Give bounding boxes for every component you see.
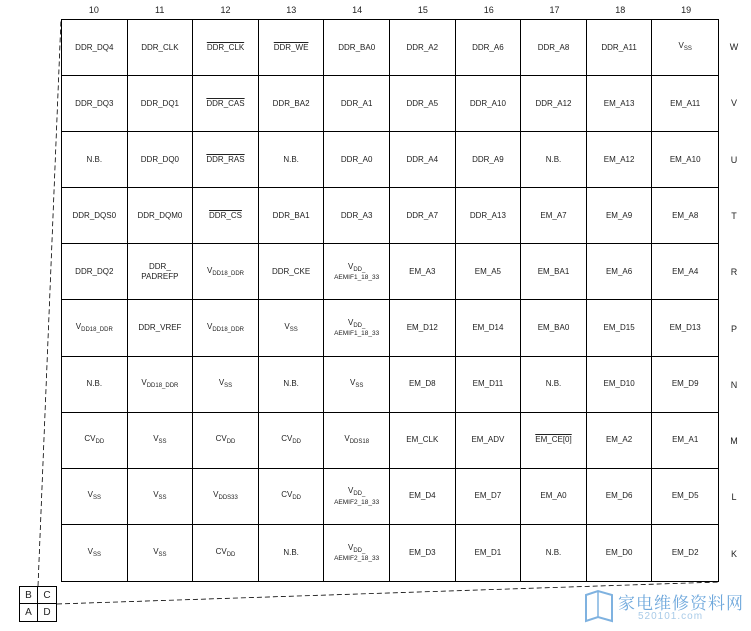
pin-name-text: DDR_VREF [138,323,182,333]
row-label: W [729,42,739,52]
quadrant-key [19,586,57,622]
pin-name-text: V [344,433,350,443]
pin-name-text: DDR_DQS0 [72,210,117,220]
pin-name-text: EM_D9 [671,379,699,389]
pin-name-text: EM_A3 [409,266,436,276]
pin-name-text: EM_D7 [474,491,502,501]
pin-name-text: V [153,546,159,556]
pin-name-text: EM_D13 [669,323,701,333]
pin-name-line2: PADREFP [141,271,179,281]
pin-name-text: DDR_DQ2 [75,266,114,276]
pin-name-text: EM_A2 [605,435,633,445]
pin-name-subscript: SS [289,326,298,333]
pin-name-subscript: SS [158,551,167,558]
column-number: 18 [615,5,626,15]
pin-name-text: EM_D0 [605,547,633,557]
pin-name-text: EM_D15 [603,323,635,333]
pin-name-subscript: DD [95,438,105,445]
pin-name-text: V [348,261,354,271]
pin-name-text: EM_A12 [603,154,635,164]
pin-name-text: V [348,317,354,327]
pin-name-text: V [348,542,354,552]
pin-name-subscript: SS [158,495,167,502]
pin-name-text: DDR_A12 [535,98,572,108]
row-label: N [730,379,738,390]
pin-name-text: CV [215,433,227,443]
pin-name-text: DDR_CKE [271,266,311,276]
pin-name-text: EM_A7 [540,210,567,220]
pin-name-text: EM_D14 [472,323,504,333]
pin-name-text: DDR_A1 [340,98,373,108]
row-label: M [730,436,738,447]
pin-name-text: V [348,486,354,496]
pin-name-text: EM_ADV [471,435,505,445]
pin-name-text: V [678,41,684,51]
pin-name-text: EM_D6 [605,491,633,501]
pin-name-text: EM_BA0 [537,323,570,333]
pin-name-text: EM_A10 [669,154,701,164]
pin-name-text: DDR_CS [209,210,242,220]
pin-name-text: V [153,490,159,500]
book-logo-icon [582,585,618,625]
pin-name-text: EM_A4 [672,266,699,276]
pin-name-text: CV [215,546,227,556]
pin-name-text: N.B. [283,547,299,557]
row-label: K [730,548,737,559]
row-label: P [730,323,737,334]
pin-name-text: EM_A6 [605,266,633,276]
pin-name-text: CV [84,433,96,443]
pin-name-text: N.B. [545,154,562,164]
pin-name-text: N.B. [86,379,103,389]
pin-name-text: DDR_DQ1 [140,98,179,108]
pin-name-text: DDR_DQM0 [137,210,183,220]
column-number: 13 [286,5,297,15]
pin-name-subscript: DD_ [353,491,366,498]
pin-name-text: DDR_A0 [340,154,373,164]
pin-name-text: EM_D1 [474,547,502,557]
column-number: 11 [155,5,165,15]
pin-name-text: EM_D2 [671,547,699,557]
pin-name-text: DDR_A7 [406,210,439,220]
pin-name-text: DDR_BA0 [338,42,376,52]
watermark-url: 520101.com [638,611,704,622]
pin-name-text: N.B. [545,379,562,389]
pin-name-text: V [218,377,225,387]
pin-name-text: DDR_BA2 [272,98,310,108]
row-label: V [730,98,737,109]
column-number: 15 [417,5,428,15]
pin-name-subscript: DD_ [353,322,366,329]
column-number: 19 [681,5,692,15]
row-label: U [730,154,738,165]
pin-name-text: V [213,490,219,500]
pin-name-subscript: SS [92,551,101,558]
pin-name-text: EM_D3 [408,547,436,557]
column-number: 17 [549,5,560,15]
pin-name-line2: AEMIF2_18_33 [334,498,380,506]
pin-name-text: N.B. [283,154,299,164]
pin-name-text: DDR_CLK [141,42,179,52]
pin-name-text: EM_D5 [671,491,699,501]
pin-name-text: DDR_A9 [472,154,504,164]
pin-name-line2: AEMIF1_18_33 [334,274,380,282]
pin-name-text: EM_D4 [408,491,436,501]
pin-name-text: DDR_DQ3 [75,98,114,108]
pin-name-text: DDR_A10 [469,98,506,108]
pin-name-text: DDR_DQ0 [140,154,179,164]
column-number: 16 [483,5,494,15]
pin-name-subscript: DD18_DDR [212,270,244,277]
pin-name-subscript: SS [355,382,364,389]
pin-name-text: EM_A0 [540,491,567,501]
pin-name-subscript: SS [92,495,101,502]
pin-name-subscript: DDS33 [218,495,238,502]
column-number: 14 [352,5,363,15]
watermark-text: 家电维修资料网 [618,594,744,614]
pin-name-text: EM_CLK [406,435,439,445]
pin-name-text: DDR_A8 [537,42,570,52]
pin-name-text: DDR_A3 [340,210,373,220]
pin-name-text: EM_A8 [672,210,699,220]
pin-name-text: V [75,321,82,331]
pin-name-text: CV [281,490,293,500]
pin-name-subscript: SS [224,382,233,389]
pin-name-subscript: SS [158,438,167,445]
pin-name-text: V [206,265,213,275]
key-cell: A [20,604,38,621]
key-cell: C [38,587,56,604]
pin-name-text: EM_CE[0] [535,435,572,445]
key-cell: B [20,587,38,604]
pin-name-text: DDR_DQ4 [75,42,114,52]
pin-name-text: V [87,490,93,500]
row-label: L [731,492,737,503]
pin-name-subscript: DD [226,438,236,445]
pin-name-text: N.B. [283,379,299,389]
pin-name-subscript: DD [292,495,301,502]
row-label: R [730,267,738,278]
pin-name-text: EM_A9 [605,210,633,220]
pin-name-text: V [206,321,213,331]
pin-name-text: V [141,377,147,387]
column-number: 12 [220,5,231,15]
pin-name-line2: AEMIF2_18_33 [334,555,380,563]
pin-name-text: DDR_WE [273,42,309,52]
pin-name-text: DDR_A5 [406,98,439,108]
pin-name-text: DDR_CAS [206,98,245,108]
pin-name-text: V [153,433,159,443]
pin-name-text: EM_D12 [406,323,438,333]
pin-name-text: DDR_A6 [472,42,504,52]
pin-name-text: DDR_CLK [206,42,245,52]
pin-name-text: DDR_RAS [206,154,245,164]
pin-name-subscript: DD [226,551,236,558]
pin-name-subscript: SS [683,46,692,53]
pin-name-text: EM_A13 [603,98,635,108]
pin-name-text: CV [281,433,293,443]
pin-name-subscript: DD_ [353,547,366,554]
pin-name-text: EM_D10 [603,379,635,389]
pin-name-subscript: DD18_DDR [81,326,113,333]
pin-name-text: V [87,546,93,556]
pin-name-text: DDR_A11 [601,42,637,52]
pin-name-text: DDR_A2 [406,42,439,52]
pin-name-text: EM_D8 [408,379,436,389]
pin-name-subscript: DD18_DDR [212,326,244,333]
pin-name-text: EM_A11 [670,98,701,108]
pin-name-text: EM_D11 [472,379,504,389]
watermark [582,585,747,629]
row-label: T [731,210,737,221]
key-cell: D [43,607,51,618]
pin-name-subscript: DDS18 [349,438,370,445]
pin-name-text: N.B. [86,154,103,164]
pin-name-text: V [350,377,356,387]
pin-name-text: DDR_BA1 [272,210,310,220]
pin-name-subscript: DD [292,438,301,445]
pin-name-line2: AEMIF1_18_33 [334,330,380,338]
pin-name-text: DDR_A13 [469,210,506,220]
pin-name-text: N.B. [545,547,562,557]
pin-name-text: EM_A5 [474,266,501,276]
pin-name-text: EM_A1 [672,435,699,445]
pin-name-text: DDR_ [149,261,171,271]
pin-name-subscript: DD_ [353,266,366,273]
pin-name-subscript: DD18_DDR [146,382,179,389]
column-number: 10 [88,5,99,15]
pin-name-text: V [284,321,290,331]
pin-name-text: EM_BA1 [537,266,570,276]
pin-name-text: DDR_A4 [406,154,439,164]
